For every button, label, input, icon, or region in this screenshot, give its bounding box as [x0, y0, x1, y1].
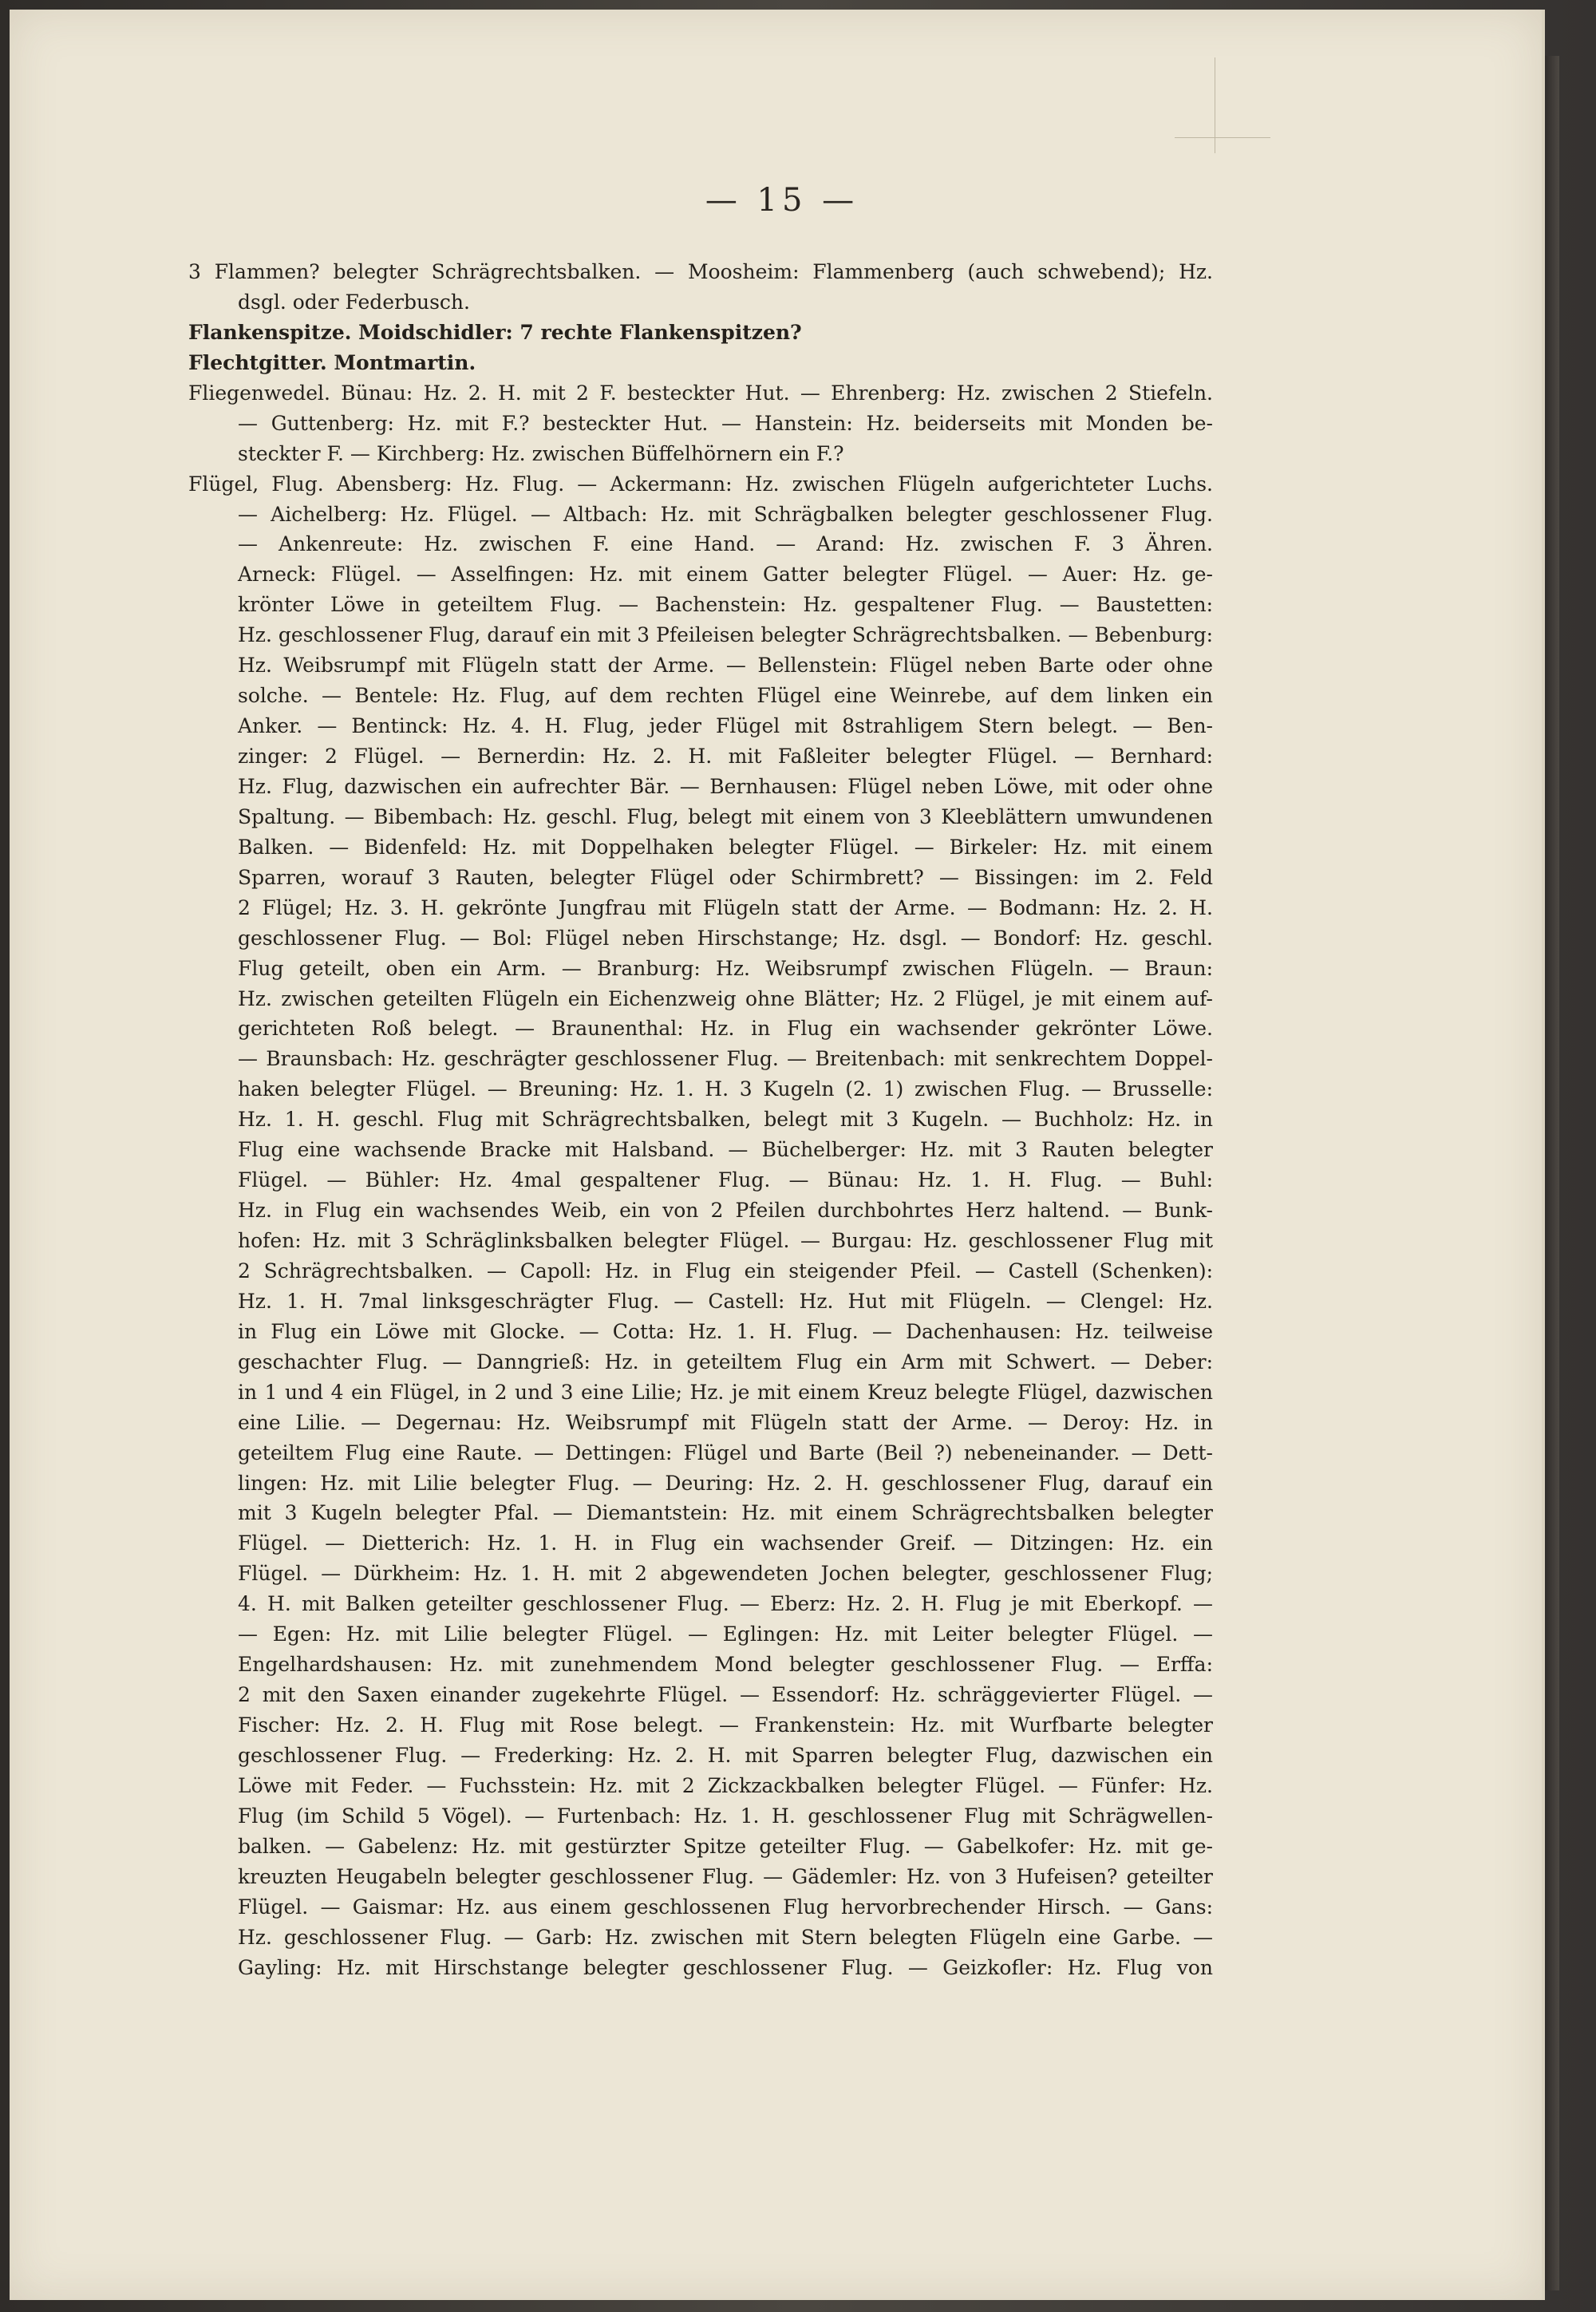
text-line: Flug eine wachsende Bracke mit Halsband. — Büchelberger: Hz. mit 3 Rauten belegter	[238, 1138, 1213, 1162]
text-line: Flügel, Flug. Abensberg: Hz. Flug. — Ackermann: Hz. zwischen Flügeln aufgerichteter Luchs.	[188, 472, 1213, 496]
text-line: hofen: Hz. mit 3 Schräglinksbalken belegter Flügel. — Burgau: Hz. geschlossener Flug mit	[238, 1229, 1213, 1252]
text-line: Hz. in Flug ein wachsendes Weib, ein von 2 Pfeilen durchbohrtes Herz haltend. — Bunk-	[238, 1199, 1213, 1223]
text-line: Flügel. — Dietterich: Hz. 1. H. in Flug ein wachsender Greif. — Ditzingen: Hz. ein	[238, 1531, 1213, 1555]
text-line: gerichteten Roß belegt. — Braunenthal: Hz. in Flug ein wachsender gekrönter Löwe.	[238, 1017, 1213, 1041]
text-line: Hz. Weibsrumpf mit Flügeln statt der Arme. — Bellenstein: Flügel neben Barte oder ohne	[238, 654, 1213, 678]
page-number: — 15 —	[705, 182, 859, 219]
text-line: krönter Löwe in geteiltem Flug. — Bachenstein: Hz. gespaltener Flug. — Baustetten:	[238, 593, 1213, 617]
text-line: Arneck: Flügel. — Asselfingen: Hz. mit einem Gatter belegter Flügel. — Auer: Hz. ge-	[238, 563, 1213, 587]
page-edge-shadow	[1542, 56, 1559, 2290]
text-line: balken. — Gabelenz: Hz. mit gestürzter Spitze geteilter Flug. — Gabelkofer: Hz. mit ge-	[238, 1834, 1213, 1858]
text-line: — Braunsbach: Hz. geschrägter geschlossener Flug. — Breitenbach: mit senkrechtem Doppel-	[238, 1047, 1213, 1071]
text-line: Engelhardshausen: Hz. mit zunehmendem Mond belegter geschlossener Flug. — Erffa:	[238, 1653, 1213, 1677]
body-text	[188, 257, 1213, 2228]
text-line: Gayling: Hz. mit Hirschstange belegter geschlossener Flug. — Geizkofler: Hz. Flug von	[238, 1955, 1213, 1979]
text-line: Balken. — Bidenfeld: Hz. mit Doppelhaken belegter Flügel. — Birkeler: Hz. mit einem	[238, 835, 1213, 859]
text-line: Flügel. — Bühler: Hz. 4mal gespaltener Flug. — Bünau: Hz. 1. H. Flug. — Buhl:	[238, 1168, 1213, 1192]
text-line: Flug geteilt, oben ein Arm. — Branburg: Hz. Weibsrumpf zwischen Flügeln. — Braun:	[238, 956, 1213, 980]
text-line: — Guttenberg: Hz. mit F.? besteckter Hut. — Hanstein: Hz. beiderseits mit Monden be-	[238, 411, 1213, 435]
text-line: steckter F. — Kirchberg: Hz. zwischen Büffelhörnern ein F.?	[238, 441, 844, 465]
text-line: lingen: Hz. mit Lilie belegter Flug. — Deuring: Hz. 2. H. geschlossener Flug, darauf ein	[238, 1471, 1213, 1495]
text-line: Hz. 1. H. geschl. Flug mit Schrägrechtsbalken, belegt mit 3 Kugeln. — Buchholz: Hz. in	[238, 1108, 1213, 1132]
text-line: 2 mit den Saxen einander zugekehrte Flügel. — Essendorf: Hz. schräggevierter Flügel. —	[238, 1683, 1213, 1707]
text-line: eine Lilie. — Degernau: Hz. Weibsrumpf mit Flügeln statt der Arme. — Deroy: Hz. in	[238, 1410, 1213, 1434]
text-line: Flügel. — Dürkheim: Hz. 1. H. mit 2 abgewendeten Jochen belegter, geschlossener Flug;	[238, 1562, 1213, 1586]
text-line: in 1 und 4 ein Flügel, in 2 und 3 eine Lilie; Hz. je mit einem Kreuz belegte Flügel, dazwischen	[238, 1380, 1213, 1404]
text-line: Flug (im Schild 5 Vögel). — Furtenbach: Hz. 1. H. geschlossener Flug mit Schrägwellen-	[238, 1804, 1213, 1828]
text-line: Hz. 1. H. 7mal linksgeschrägter Flug. — Castell: Hz. Hut mit Flügeln. — Clengel: Hz.	[238, 1289, 1213, 1313]
text-line: in Flug ein Löwe mit Glocke. — Cotta: Hz. 1. H. Flug. — Dachenhausen: Hz. teilweise	[238, 1319, 1213, 1343]
text-line: kreuzten Heugabeln belegter geschlossener Flug. — Gädemler: Hz. von 3 Hufeisen? geteilter	[238, 1864, 1213, 1888]
text-line: Fliegenwedel. Bünau: Hz. 2. H. mit 2 F. besteckter Hut. — Ehrenberg: Hz. zwischen 2 Stiefeln.	[188, 381, 1213, 405]
text-line: mit 3 Kugeln belegter Pfal. — Diemantstein: Hz. mit einem Schrägrechtsbalken belegter	[238, 1501, 1213, 1525]
text-line: — Aichelberg: Hz. Flügel. — Altbach: Hz. mit Schrägbalken belegter geschlossener Flug.	[238, 502, 1213, 526]
text-line: geteiltem Flug eine Raute. — Dettingen: Flügel und Barte (Beil ?) nebeneinander. — Dett-	[238, 1441, 1213, 1464]
text-line: Fischer: Hz. 2. H. Flug mit Rose belegt. — Frankenstein: Hz. mit Wurfbarte belegter	[238, 1713, 1213, 1737]
text-line: Flügel. — Gaismar: Hz. aus einem geschlossenen Flug hervorbrechender Hirsch. — Gans:	[238, 1895, 1213, 1919]
text-line: geschlossener Flug. — Frederking: Hz. 2. H. mit Sparren belegter Flug, dazwischen ein	[238, 1743, 1213, 1767]
text-line: 3 Flammen? belegter Schrägrechtsbalken. — Moosheim: Flammenberg (auch schwebend); Hz.	[188, 260, 1213, 283]
text-line: geschlossener Flug. — Bol: Flügel neben Hirschstange; Hz. dsgl. — Bondorf: Hz. geschl.	[238, 926, 1213, 950]
text-line: dsgl. oder Federbusch.	[238, 290, 470, 314]
text-line: 2 Flügel; Hz. 3. H. gekrönte Jungfrau mit Flügeln statt der Arme. — Bodmann: Hz. 2. H.	[238, 895, 1213, 919]
text-line: solche. — Bentele: Hz. Flug, auf dem rechten Flügel eine Weinrebe, auf dem linken ein	[238, 684, 1213, 708]
text-line: — Ankenreute: Hz. zwischen F. eine Hand. — Arand: Hz. zwischen F. 3 Ähren.	[238, 532, 1213, 556]
text-line: — Egen: Hz. mit Lilie belegter Flügel. — Eglingen: Hz. mit Leiter belegter Flügel. —	[238, 1622, 1213, 1646]
crop-mark	[1175, 137, 1270, 138]
text-line: zinger: 2 Flügel. — Bernerdin: Hz. 2. H. mit Faßleiter belegter Flügel. — Bernhard:	[238, 745, 1213, 768]
text-line: Flechtgitter. Montmartin.	[188, 350, 476, 374]
text-line: Flankenspitze. Moidschidler: 7 rechte Flankenspitzen?	[188, 320, 802, 344]
text-line	[188, 1982, 1213, 2013]
text-line: Anker. — Bentinck: Hz. 4. H. Flug, jeder Flügel mit 8strahligem Stern belegt. — Ben-	[238, 714, 1213, 738]
text-line: haken belegter Flügel. — Breuning: Hz. 1. H. 3 Kugeln (2. 1) zwischen Flug. — Brusselle:	[238, 1077, 1213, 1101]
text-line: 4. H. mit Balken geteilter geschlossener Flug. — Eberz: Hz. 2. H. Flug je mit Eberkopf. —	[238, 1592, 1213, 1616]
text-line: Hz. zwischen geteilten Flügeln ein Eichenzweig ohne Blätter; Hz. 2 Flügel, je mit einem auf-	[238, 986, 1213, 1010]
text-line: Spaltung. — Bibembach: Hz. geschl. Flug, belegt mit einem von 3 Kleeblättern umwundenen	[238, 804, 1213, 828]
text-line: geschachter Flug. — Danngrieß: Hz. in geteiltem Flug ein Arm mit Schwert. — Deber:	[238, 1350, 1213, 1373]
text-line: Hz. geschlossener Flug, darauf ein mit 3 Pfeileisen belegter Schrägrechtsbalken. — Bebenburg:	[238, 623, 1213, 647]
text-line: 2 Schrägrechtsbalken. — Capoll: Hz. in Flug ein steigender Pfeil. — Castell (Schenken):	[238, 1259, 1213, 1282]
text-line: Löwe mit Feder. — Fuchsstein: Hz. mit 2 Zickzackbalken belegter Flügel. — Fünfer: Hz.	[238, 1773, 1213, 1797]
text-line: Sparren, worauf 3 Rauten, belegter Flügel oder Schirmbrett? — Bissingen: im 2. Feld	[238, 865, 1213, 889]
text-line: Hz. Flug, dazwischen ein aufrechter Bär. — Bernhausen: Flügel neben Löwe, mit oder ohne	[238, 774, 1213, 798]
text-line: Hz. geschlossener Flug. — Garb: Hz. zwischen mit Stern belegten Flügeln eine Garbe. —	[238, 1925, 1213, 1949]
